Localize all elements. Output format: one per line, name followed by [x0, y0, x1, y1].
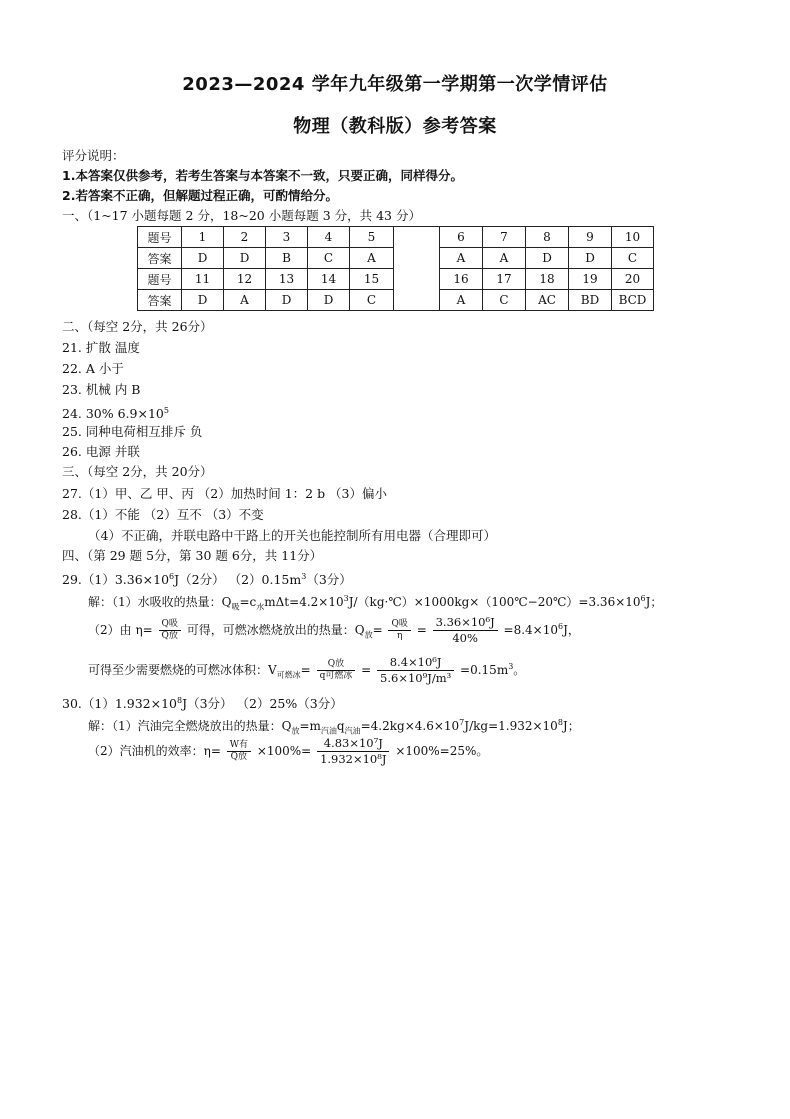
answer-cell: BCD	[612, 290, 654, 311]
formula-fraction: $\frac{\text{4.83×10⁷J}}{\text{1.932×10⁸J}}$	[317, 736, 389, 767]
formula-fraction: $\frac{\text{Q吸}}{\text{Q放}}$	[159, 619, 181, 642]
question-number: 4	[308, 227, 350, 248]
document-title: 2023—2024 学年九年级第一学期第一次学情评估	[182, 74, 608, 95]
answer-cell: D	[224, 248, 266, 269]
question-number: 9	[569, 227, 612, 248]
answer-cell: B	[266, 248, 308, 269]
answer-cell: D	[526, 248, 569, 269]
formula-fraction: $\frac{\text{Q吸}}{\eta}$	[388, 619, 410, 642]
section-4-heading: 四、（第 29 题 5分，第 30 题 6分，共 11分）	[62, 548, 323, 563]
table-gap	[394, 227, 440, 311]
question-number: 1	[182, 227, 224, 248]
row-label: 题号	[138, 269, 182, 290]
answer-23: 23. 机械 内 B	[62, 382, 141, 397]
answer-24: 24. 30% $6.9\times 10^5$	[62, 406, 169, 422]
row-label: 答案	[138, 290, 182, 311]
answer-29-solution-3: 可得至少需要燃烧的可燃冰体积：$V_{可燃冰}=$ $\frac{\text{Q放}}{\text{q可燃冰}}$ = $\frac{\text{8.4×10⁶J}}{\text{5.6×10⁹J/m³}}$ $=0.15m^3$。	[88, 655, 526, 685]
question-number: 12	[224, 269, 266, 290]
answer-29-solution-1: 解：（1）水吸收的热量：$Q_吸=c_水m\Delta t=4.2\times 10^3J/(kg\cdot℃)\times 1000kg\times(100℃-20℃)=3.36\times 10^6J$；	[88, 594, 663, 612]
document-subtitle: 物理（教科版）参考答案	[293, 116, 497, 137]
answer-cell: D	[266, 290, 308, 311]
answer-29-summary: $29.(1)3.36\times 10^6J(2$分） $(2)0.15m^3(3$分）	[62, 572, 352, 588]
answer-cell: A	[440, 248, 483, 269]
note-1: 1.本答案仅供参考，若考生答案与本答案不一致，只要正确，同样得分。	[62, 168, 463, 183]
answer-30-summary: $30.(1)1.932\times 10^8J(3$分） （2）25%（3分）	[62, 696, 343, 712]
question-number: 11	[182, 269, 224, 290]
answer-25: 25. 同种电荷相互排斥 负	[62, 424, 203, 439]
question-number: 15	[350, 269, 394, 290]
answer-28-part-1: 28.（1）不能 （2）互不 （3）不变	[62, 507, 264, 522]
formula-fraction: $\frac{\text{W有}}{\text{Q放}}$	[227, 740, 251, 763]
answer-22: 22. A 小于	[62, 361, 124, 376]
answer-cell: C	[350, 290, 394, 311]
answer-cell: D	[182, 248, 224, 269]
answer-cell: D	[182, 290, 224, 311]
question-number: 2	[224, 227, 266, 248]
answer-cell: C	[483, 290, 526, 311]
question-number: 10	[612, 227, 654, 248]
section-3-heading: 三、（每空 2分，共 20分）	[62, 464, 213, 479]
answer-cell: A	[224, 290, 266, 311]
question-number: 5	[350, 227, 394, 248]
answer-cell: C	[612, 248, 654, 269]
answer-21: 21. 扩散 温度	[62, 340, 140, 355]
answer-cell: A	[483, 248, 526, 269]
section-1-heading: 一、（1~17 小题每题 2 分，18~20 小题每题 3 分，共 43 分）	[62, 208, 421, 223]
question-number: 20	[612, 269, 654, 290]
answer-cell: C	[308, 248, 350, 269]
question-number: 14	[308, 269, 350, 290]
answer-cell: D	[308, 290, 350, 311]
answer-30-solution-1: 解：（1）汽油完全燃烧放出的热量：$Q_放=m_{汽油}q_{汽油}=4.2kg\times 4.6\times 10^7J/kg=1.932\times 10^8J$；	[88, 718, 580, 736]
answer-cell: A	[440, 290, 483, 311]
question-number: 6	[440, 227, 483, 248]
question-number: 18	[526, 269, 569, 290]
answer-29-solution-2: （2）由 η= $\frac{\text{Q吸}}{\text{Q放}}$ 可得，可燃冰燃烧放出的热量：$Q_放=$ $\frac{\text{Q吸}}{\eta}$ = $\frac{\text{3.36×10⁶J}}{40\%}$ $=8.4\times 10^6J$，	[88, 615, 580, 645]
formula-fraction: $\frac{\text{8.4×10⁶J}}{\text{5.6×10⁹J/m³}}$	[377, 655, 454, 686]
note-2: 2.若答案不正确，但解题过程正确，可酌情给分。	[62, 188, 338, 203]
formula-fraction: $\frac{\text{Q放}}{\text{q可燃冰}}$	[317, 659, 356, 682]
formula-fraction: $\frac{\text{3.36×10⁶J}}{40\%}$	[433, 615, 498, 646]
question-number: 7	[483, 227, 526, 248]
question-number: 13	[266, 269, 308, 290]
question-number: 3	[266, 227, 308, 248]
row-label: 答案	[138, 248, 182, 269]
question-number: 8	[526, 227, 569, 248]
table-row	[138, 227, 654, 248]
choice-answer-table	[137, 226, 654, 311]
answer-27: 27.（1）甲、乙 甲、丙 （2）加热时间 1：2 b （3）偏小	[62, 486, 388, 501]
question-number: 16	[440, 269, 483, 290]
answer-30-solution-2: （2）汽油机的效率：η= $\frac{\text{W有}}{\text{Q放}}$ ×100%= $\frac{\text{4.83×10⁷J}}{\text{1.932×10⁸J}}$ ×100%=25%。	[88, 736, 489, 766]
row-label: 题号	[138, 227, 182, 248]
answer-cell: AC	[526, 290, 569, 311]
answer-28-part-2: （4）不正确，并联电路中干路上的开关也能控制所有用电器（合理即可）	[88, 528, 496, 543]
section-2-heading: 二、（每空 2分，共 26分）	[62, 319, 213, 334]
notes-heading: 评分说明：	[62, 148, 125, 163]
question-number: 17	[483, 269, 526, 290]
answer-26: 26. 电源 并联	[62, 444, 140, 459]
question-number: 19	[569, 269, 612, 290]
answer-cell: BD	[569, 290, 612, 311]
answer-cell: D	[569, 248, 612, 269]
answer-cell: A	[350, 248, 394, 269]
